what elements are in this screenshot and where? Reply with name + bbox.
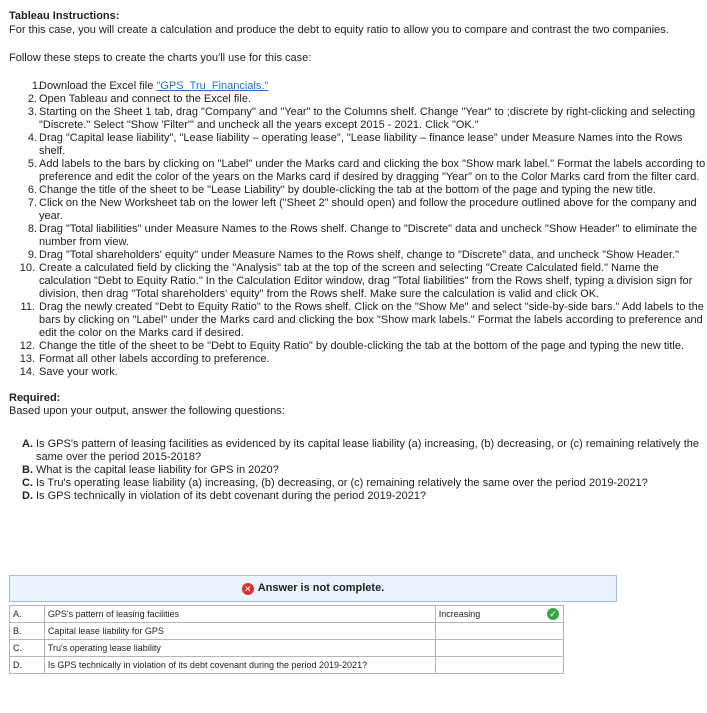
- row-label: A.: [10, 606, 45, 623]
- step-item: [27, 197, 707, 223]
- step-item: [27, 249, 707, 262]
- row-question: Tru's operating lease liability: [44, 640, 435, 657]
- step-number: 9.: [27, 249, 37, 261]
- answer-section: [9, 575, 617, 674]
- step-number: 13.: [19, 353, 35, 365]
- step-number: 11.: [20, 301, 35, 313]
- instructions-follow: Follow these steps to create the charts you'll use for this case:: [9, 52, 312, 64]
- instructions-intro: For this case, you will create a calculation and produce the debt to equity ratio to allow you to compare and contrast the two companies.: [9, 24, 669, 36]
- step-text: Change the title of the sheet to be "Lease Liability" by double-clicking the tab at the bottom of the page and typing the new title.: [39, 184, 656, 196]
- answer-status-text: Answer is not complete.: [257, 582, 385, 594]
- answer-value: Increasing: [438, 608, 481, 619]
- answer-input-d[interactable]: [435, 657, 563, 674]
- check-circle-icon: ✓: [547, 608, 559, 620]
- step-number: 12.: [19, 340, 35, 352]
- answer-input-c[interactable]: [435, 640, 563, 657]
- row-question: GPS's pattern of leasing facilities: [44, 606, 435, 623]
- question-letter: D.: [22, 490, 33, 502]
- instructions-title: Tableau Instructions:: [9, 10, 120, 22]
- question-item: [22, 438, 706, 464]
- table-row: [10, 640, 564, 657]
- question-letter: A.: [22, 438, 33, 450]
- step-item: [20, 301, 707, 340]
- step-text: Create a calculated field by clicking the "Analysis" tab at the top of the screen and selecting "Create Calculated field." Name the calculation "Debt to Equity Ratio." In the Calculation Editor window, drag "Total liabilities" from the Rows shelf, typing a division sign for division, then drag "Total shareholders' equity" from the Rows shelf. Make sure the calculation is valid and click OK.: [39, 262, 693, 300]
- step-text: Change the title of the sheet to be "Debt to Equity Ratio" by double-clicking the tab at the bottom of the page and typing the new title.: [39, 340, 684, 352]
- row-label: C.: [10, 640, 45, 657]
- step-text: Drag "Total shareholders' equity" under Measure Names to the Rows shelf, change to "Discrete" data, and uncheck "Show Header.": [39, 249, 680, 261]
- step-item: [31, 80, 707, 93]
- step-number: 1.: [31, 80, 41, 92]
- steps-list: [9, 80, 707, 379]
- step-text: Format all other labels according to preference.: [39, 353, 270, 365]
- step-number: 4.: [27, 132, 37, 144]
- step-item: [19, 340, 707, 353]
- step-text: Drag "Capital lease liability", "Lease liability – operating lease", "Lease liability – finance lease" under Measure Names into the Rows shelf.: [39, 132, 683, 157]
- table-row: [10, 623, 564, 640]
- step-item: [19, 353, 707, 366]
- step-text: Save your work.: [39, 366, 118, 378]
- step-text: Click on the New Worksheet tab on the lower left ("Sheet 2" should open) and follow the procedure outlined above for the company and year.: [39, 197, 697, 222]
- step-number: 7.: [27, 197, 37, 209]
- instructions-section: [9, 10, 707, 503]
- required-title: Required:: [9, 392, 61, 404]
- step-number: 5.: [27, 158, 37, 170]
- step-item: [19, 366, 707, 379]
- answer-status-banner: [9, 575, 617, 602]
- row-question: Capital lease liability for GPS: [44, 623, 435, 640]
- step-number: 14.: [19, 366, 35, 378]
- row-label: B.: [10, 623, 45, 640]
- step-text: Starting on the Sheet 1 tab, drag "Company" and "Year" to the Columns shelf. Change "Year" to ;discrete by right-clicking and selecting "Discrete." Select "Show 'Filter'" and uncheck all the years except 2015 - 2021. Click "OK.": [39, 106, 696, 131]
- step-text: Drag "Total liabilities" under Measure Names to the Rows shelf. Change to "Discrete" data and uncheck "Show Header" to eliminate the number from view.: [39, 223, 698, 248]
- step-item: [27, 132, 707, 158]
- step-item: [19, 262, 707, 301]
- answer-table: [9, 605, 564, 674]
- step-number: 8.: [27, 223, 37, 235]
- question-text: What is the capital lease liability for GPS in 2020?: [36, 464, 279, 476]
- table-row: [10, 606, 564, 623]
- question-letter: C.: [22, 477, 33, 489]
- row-question: Is GPS technically in violation of its debt covenant during the period 2019-2021?: [44, 657, 435, 674]
- step-item: [27, 223, 707, 249]
- question-text: Is GPS's pattern of leasing facilities as evidenced by its capital lease liability (a) increasing, (b) decreasing, or (c) remaining relatively the same over the period 2015-2018?: [36, 438, 700, 463]
- step-item: [27, 93, 707, 106]
- questions-list: [9, 438, 706, 503]
- step-number: 2.: [27, 93, 37, 105]
- required-intro: Based upon your output, answer the following questions:: [9, 405, 285, 417]
- step-number: 6.: [27, 184, 37, 196]
- step-item: [27, 184, 707, 197]
- question-item: [22, 477, 706, 490]
- question-item: [22, 490, 706, 503]
- step-number: 3.: [27, 106, 37, 118]
- answer-input-b[interactable]: [435, 623, 563, 640]
- excel-file-link[interactable]: "GPS_Tru_Financials.": [156, 80, 269, 92]
- table-row: [10, 657, 564, 674]
- question-item: [22, 464, 706, 477]
- step-item: [27, 106, 707, 132]
- step-text: Download the Excel file: [39, 80, 157, 92]
- step-text: Open Tableau and connect to the Excel file.: [39, 93, 251, 105]
- step-text: Drag the newly created "Debt to Equity Ratio" to the Rows shelf. Click on the "Show Me" and select "side-by-side bars." Add labels to the bars by clicking on "Label" under the Marks card and clicking the box "Show mark labels." Format the labels according to preference and edit the color on the Marks card if desired.: [39, 301, 704, 339]
- answer-input-a[interactable]: [435, 606, 563, 623]
- step-item: [27, 158, 707, 184]
- question-text: Is GPS technically in violation of its debt covenant during the period 2019-2021?: [36, 490, 427, 502]
- step-text: Add labels to the bars by clicking on "Label" under the Marks card and clicking the box "Show mark label." Format the labels according to preference and edit the color of the years on the Marks card if desired by dragging "Year" on to the Color Marks card from the filter card.: [39, 158, 706, 183]
- question-text: Is Tru's operating lease liability (a) increasing, (b) decreasing, or (c) remaining relatively the same over the period 2019-2021?: [36, 477, 648, 489]
- row-label: D.: [10, 657, 45, 674]
- step-number: 10.: [19, 262, 35, 274]
- x-circle-icon: ✕: [242, 583, 254, 595]
- question-letter: B.: [22, 464, 33, 476]
